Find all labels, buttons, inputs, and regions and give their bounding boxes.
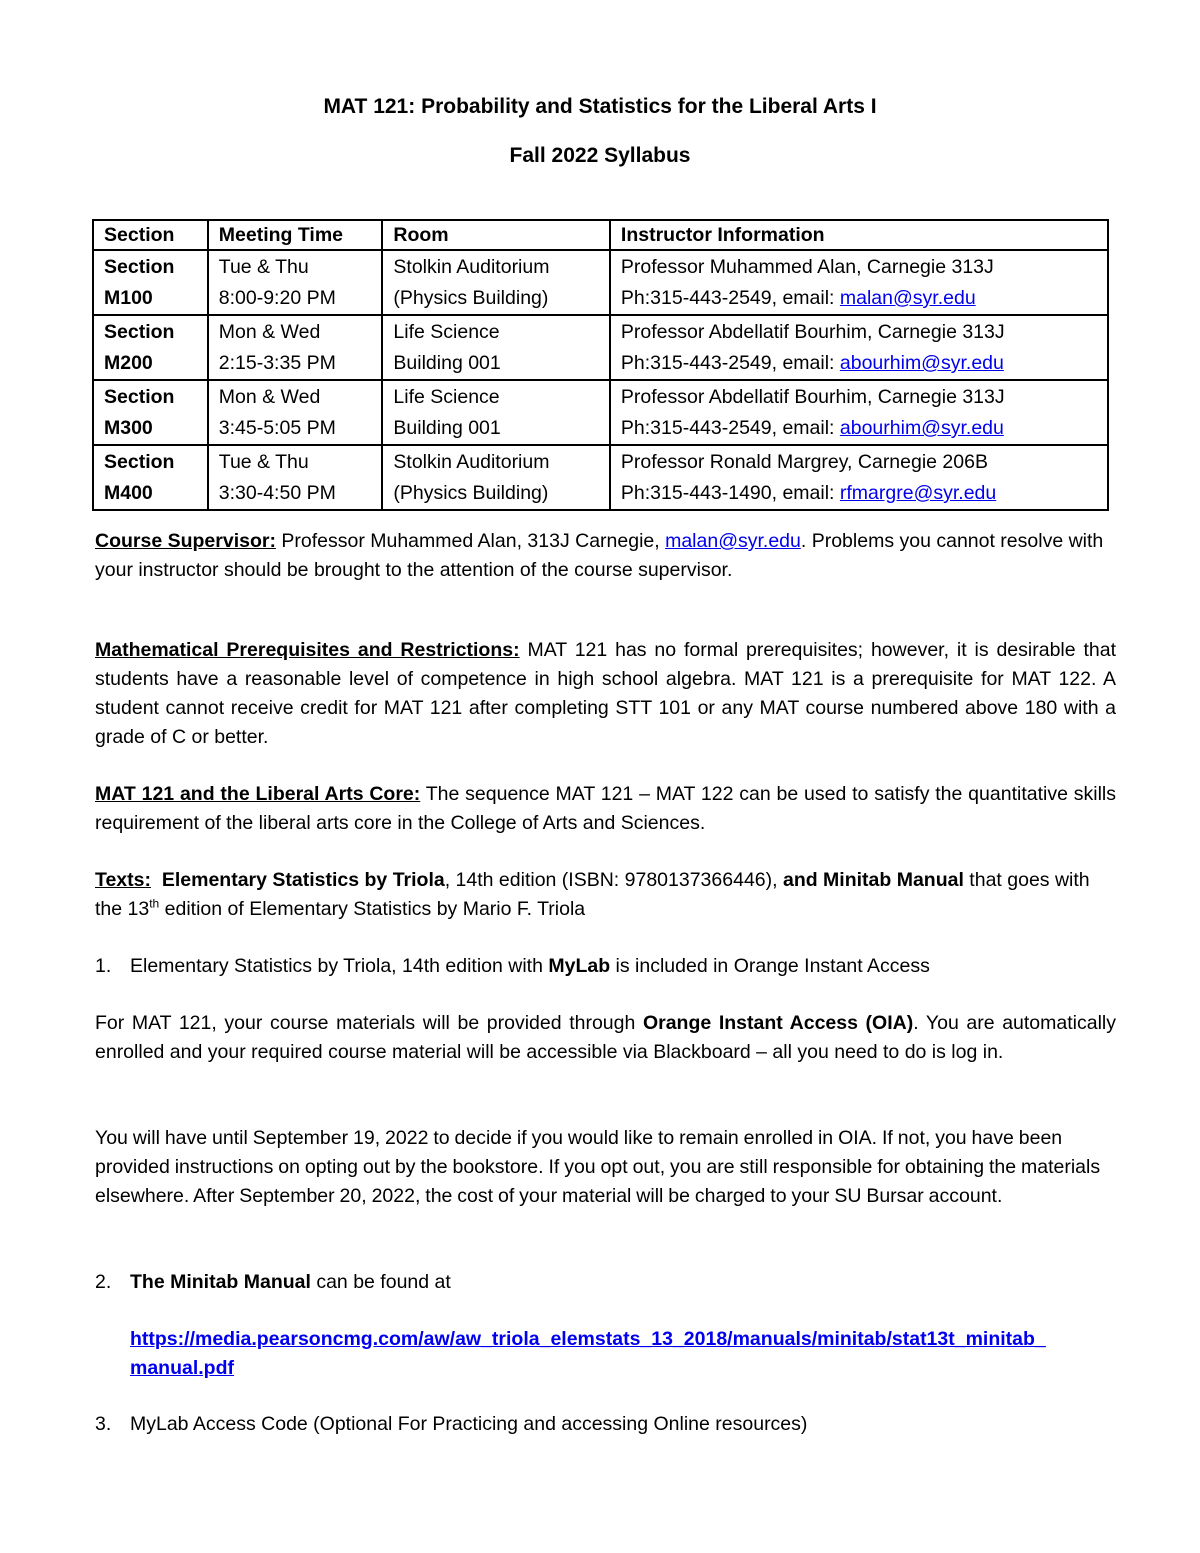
instructor-cell — [610, 445, 1108, 510]
liberal-arts-core-label: MAT 121 and the Liberal Arts Core: — [95, 783, 421, 805]
liberal-arts-core-text: The sequence MAT 121 – MAT 122 can be used to satisfy the quantitative skills requirement of the liberal arts core in the College of Arts and Sciences. — [95, 783, 1116, 834]
list-item-text: can be found at — [310, 1271, 451, 1293]
list-item-text-end: is included in Orange Instant Access — [610, 955, 930, 977]
section-label: Section — [104, 386, 175, 408]
room-name: Stolkin Auditorium — [393, 256, 550, 278]
room-name: Life Science — [393, 386, 500, 408]
meeting-hours: 3:45-5:05 PM — [218, 417, 336, 439]
section-label: Section — [104, 256, 175, 278]
meeting-days: Mon & Wed — [218, 386, 321, 408]
minitab-manual-label: The Minitab Manual — [130, 1271, 311, 1293]
instructor-contact: Ph:315-443-2549, email: — [620, 352, 840, 374]
list-item — [95, 1268, 451, 1297]
textbook-edition: , 14th edition (ISBN: 9780137366446), — [444, 869, 783, 891]
list-number: 2. — [95, 1271, 112, 1293]
course-supervisor-text: Professor Muhammed Alan, 313J Carnegie, — [275, 530, 666, 552]
meeting-time-cell — [208, 380, 383, 445]
mylab-label: MyLab — [548, 955, 611, 977]
edition-superscript: th — [149, 896, 160, 911]
table-row — [93, 250, 1108, 315]
supervisor-email-link[interactable]: malan@syr.edu — [665, 530, 801, 552]
section-label: Section — [104, 321, 175, 343]
room-name: Life Science — [393, 321, 500, 343]
prerequisites-text: MAT 121 has no formal prerequisites; however, it is desirable that students have a reasonable level of competence in high school algebra. MAT 121 is a prerequisite for MAT 122. A student cannot receive credit for MAT 121 after completing STT 101 or any MAT course numbered above 180 with a grade of C or better. — [95, 639, 1116, 748]
room-building: (Physics Building) — [393, 287, 549, 309]
section-code: M400 — [104, 482, 153, 504]
meeting-hours: 8:00-9:20 PM — [218, 287, 336, 309]
instructor-cell — [610, 315, 1108, 380]
course-supervisor-paragraph — [95, 527, 1116, 585]
list-item — [95, 1410, 807, 1439]
header-meeting-time: Meeting Time — [208, 220, 383, 250]
header-section: Section — [93, 220, 208, 250]
section-cell — [93, 445, 208, 510]
section-cell — [93, 315, 208, 380]
meeting-hours: 2:15-3:35 PM — [218, 352, 336, 374]
room-cell — [382, 380, 610, 445]
meeting-days: Tue & Thu — [218, 256, 309, 278]
texts-connector: that goes with the 13 — [95, 869, 1090, 920]
meeting-time-cell — [208, 445, 383, 510]
minitab-manual-link[interactable]: https://media.pearsoncmg.com/aw/aw_triola_elemstats_13_2018/manuals/minitab/stat13t_minitab_ — [130, 1328, 1046, 1350]
room-cell — [382, 250, 610, 315]
instructor-email-link[interactable]: abourhim@syr.edu — [839, 352, 1004, 374]
list-item — [95, 952, 930, 981]
instructor-cell — [610, 380, 1108, 445]
deadline-paragraph: You will have until September 19, 2022 to decide if you would like to remain enrolled in OIA. If not, you have been provided instructions on opting out by the bookstore. If you opt out, you are still responsible for obtaining the materials elsewhere. After September 20, 2022, the cost of your material will be charged to your SU Bursar account. — [95, 1127, 1101, 1207]
instructor-email-link[interactable]: malan@syr.edu — [839, 287, 976, 309]
texts-paragraph — [95, 866, 1116, 924]
list-number: 1. — [95, 955, 112, 977]
instructor-contact: Ph:315-443-2549, email: — [620, 287, 840, 309]
texts-label: Texts: — [95, 869, 151, 891]
meeting-time-cell — [208, 250, 383, 315]
room-cell — [382, 445, 610, 510]
minitab-manual-title: and Minitab Manual — [782, 869, 964, 891]
list-item-text: Elementary Statistics by Triola, 14th edition with — [130, 955, 549, 977]
prerequisites-label: Mathematical Prerequisites and Restrictions: — [95, 639, 520, 661]
minitab-manual-link-continued[interactable]: manual.pdf — [130, 1357, 235, 1379]
course-supervisor-note: . Problems you cannot resolve with your instructor should be brought to the attention of the course supervisor. — [95, 530, 1104, 581]
oia-label: Orange Instant Access (OIA) — [642, 1012, 914, 1034]
meeting-hours: 3:30-4:50 PM — [218, 482, 336, 504]
oia-text: For MAT 121, your course materials will be provided through — [95, 1012, 643, 1034]
instructor-email-link[interactable]: rfmargre@syr.edu — [839, 482, 997, 504]
room-building: Building 001 — [393, 352, 501, 374]
table-row — [93, 315, 1108, 380]
schedule-header-row — [93, 220, 1108, 250]
document-title: MAT 121: Probability and Statistics for the Liberal Arts I — [323, 95, 877, 118]
instructor-name: Professor Abdellatif Bourhim, Carnegie 313J — [620, 386, 1005, 408]
instructor-name: Professor Ronald Margrey, Carnegie 206B — [620, 451, 988, 473]
section-code: M200 — [104, 352, 153, 374]
instructor-name: Professor Abdellatif Bourhim, Carnegie 313J — [620, 321, 1005, 343]
header-instructor-information: Instructor Information — [610, 220, 1108, 250]
table-row — [93, 445, 1108, 510]
room-building: Building 001 — [393, 417, 501, 439]
texts-end: edition of Elementary Statistics by Mario F. Triola — [159, 898, 586, 920]
prerequisites-paragraph — [95, 636, 1116, 752]
course-supervisor-label: Course Supervisor: — [95, 530, 276, 552]
section-label: Section — [104, 451, 175, 473]
list-number: 3. — [95, 1413, 112, 1435]
liberal-arts-core-paragraph — [95, 780, 1116, 838]
instructor-contact: Ph:315-443-2549, email: — [620, 417, 840, 439]
oia-text-end: . You are automatically enrolled and your required course material will be accessible via Blackboard – all you need to do is log in. — [95, 1012, 1117, 1063]
instructor-contact: Ph:315-443-1490, email: — [620, 482, 840, 504]
minitab-manual-url-block — [130, 1325, 1046, 1383]
table-row — [93, 380, 1108, 445]
instructor-email-link[interactable]: abourhim@syr.edu — [839, 417, 1004, 439]
schedule-table — [92, 219, 1109, 511]
section-code: M300 — [104, 417, 153, 439]
section-cell — [93, 380, 208, 445]
meeting-time-cell — [208, 315, 383, 380]
section-cell — [93, 250, 208, 315]
list-item-text: MyLab Access Code (Optional For Practicing and accessing Online resources) — [130, 1413, 808, 1435]
room-name: Stolkin Auditorium — [393, 451, 550, 473]
instructor-cell — [610, 250, 1108, 315]
meeting-days: Mon & Wed — [218, 321, 321, 343]
room-cell — [382, 315, 610, 380]
room-building: (Physics Building) — [393, 482, 549, 504]
textbook-title: Elementary Statistics by Triola — [161, 869, 445, 891]
meeting-days: Tue & Thu — [218, 451, 309, 473]
document-subtitle: Fall 2022 Syllabus — [509, 144, 691, 167]
instructor-name: Professor Muhammed Alan, Carnegie 313J — [620, 256, 994, 278]
section-code: M100 — [104, 287, 153, 309]
header-room: Room — [382, 220, 610, 250]
oia-paragraph — [95, 1009, 1116, 1067]
